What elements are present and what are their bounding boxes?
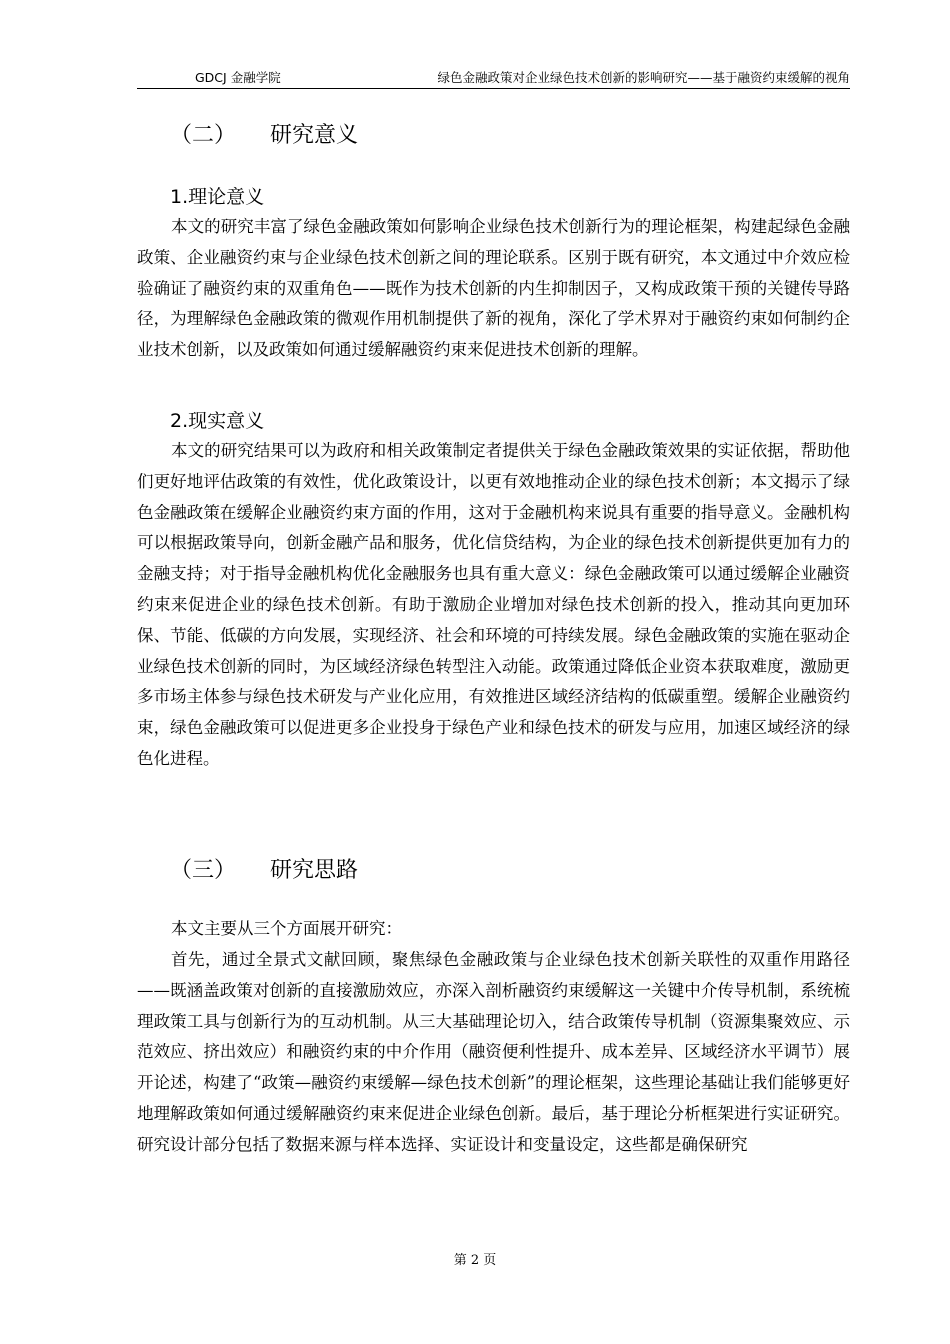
section-title: 研究思路: [270, 858, 359, 883]
section-number: （二）: [170, 123, 237, 148]
paragraph-intro: 本文主要从三个方面展开研究：: [171, 919, 402, 938]
subheading-theoretical-significance: 1.理论意义: [170, 186, 265, 208]
section-heading-research-approach: [170, 853, 358, 884]
paragraph-theoretical-significance: 本文的研究丰富了绿色金融政策如何影响企业绿色技术创新行为的理论框架，构建起绿色金融政策、企业融资约束与企业绿色技术创新之间的理论联系。区别于既有研究，本文通过中介效应检验确证了融资约束的双重角色——既作为技术创新的内生抑制因子，又构成政策干预的关键传导路径，为理解绿色金融政策的微观作用机制提供了新的视角，深化了学术界对于融资约束如何制约企业技术创新，以及政策如何通过缓解融资约束来促进技术创新的理解。: [137, 217, 850, 360]
subheading-practical-significance: 2.现实意义: [170, 410, 265, 432]
paragraph-practical-significance: 本文的研究结果可以为政府和相关政策制定者提供关于绿色金融政策效果的实证依据，帮助他们更好地评估政策的有效性，优化政策设计，以更有效地推动企业的绿色技术创新；本文揭示了绿色金融政策在缓解企业融资约束方面的作用，这对于金融机构来说具有重要的指导意义。金融机构可以根据政策导向，创新金融产品和服务，优化信贷结构，为企业的绿色技术创新提供更加有力的金融支持；对于指导金融机构优化金融服务也具有重大意义：绿色金融政策可以通过缓解企业融资约束来促进企业的绿色技术创新。有助于激励企业增加对绿色技术创新的投入，推动其向更加环保、节能、低碳的方向发展，实现经济、社会和环境的可持续发展。绿色金融政策的实施在驱动企业绿色技术创新的同时，为区域经济绿色转型注入动能。政策通过降低企业资本获取难度，激励更多市场主体参与绿色技术研发与产业化应用，有效推进区域经济结构的低碳重塑。缓解企业融资约束，绿色金融政策可以促进更多企业投身于绿色产业和绿色技术的研发与应用，加速区域经济的绿色化进程。: [137, 441, 850, 768]
header-thesis-title: 绿色金融政策对企业绿色技术创新的影响研究——基于融资约束缓解的视角: [437, 70, 850, 85]
header-institution: GDCJ 金融学院: [195, 70, 281, 85]
section-number: （三）: [170, 858, 237, 883]
section-heading-significance: [170, 118, 358, 149]
section-title: 研究意义: [270, 123, 359, 148]
page-number: 第 2 页: [453, 1253, 497, 1268]
page-header: [137, 68, 850, 89]
paragraph-first: 首先，通过全景式文献回顾，聚焦绿色金融政策与企业绿色技术创新关联性的双重作用路径——既涵盖政策对创新的直接激励效应，亦深入剖析融资约束缓解这一关键中介传导机制，系统梳理政策工具与创新行为的互动机制。从三大基础理论切入，结合政策传导机制（资源集聚效应、示范效应、挤出效应）和融资约束的中介作用（融资便利性提升、成本差异、区域经济水平调节）展开论述，构建了“政策—融资约束缓解—绿色技术创新”的理论框架，这些理论基础让我们能够更好地理解政策如何通过缓解融资约束来促进企业绿色创新。最后，基于理论分析框架进行实证研究。研究设计部分包括了数据来源与样本选择、实证设计和变量设定，这些都是确保研究: [137, 950, 850, 1154]
